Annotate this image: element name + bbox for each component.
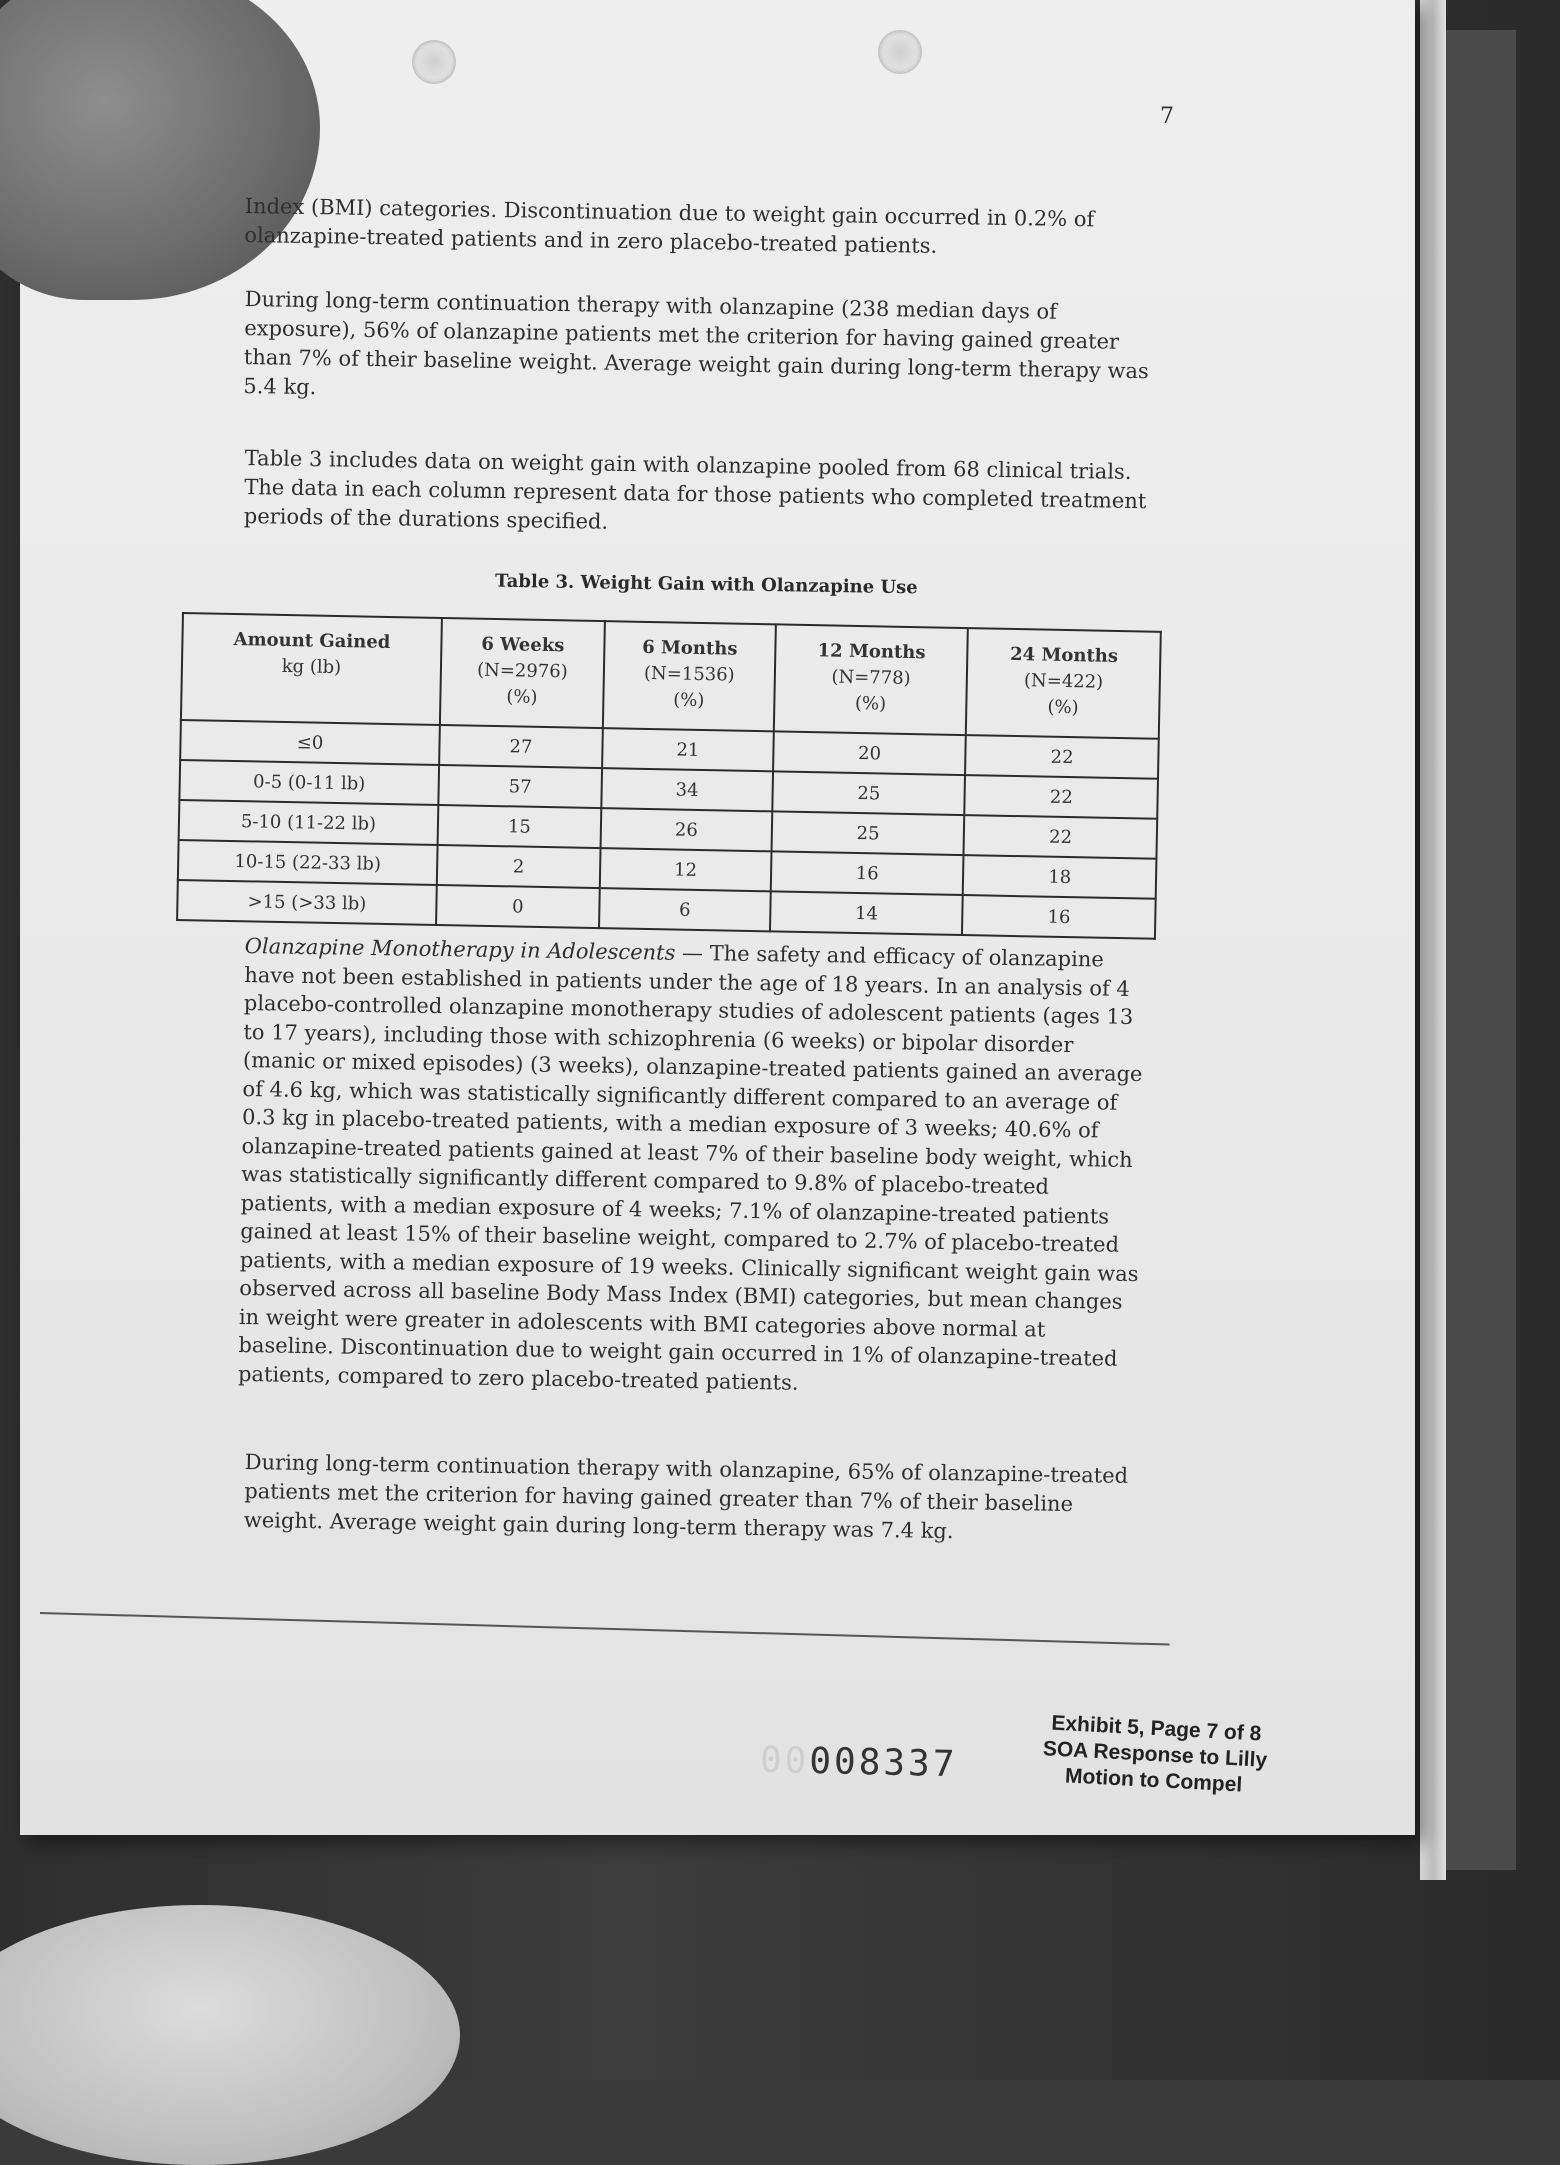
- section-heading-adolescents: Olanzapine Monotherapy in Adolescents: [244, 933, 676, 965]
- cell-amount: ≤0: [180, 720, 440, 765]
- cell-amount: >15 (>33 lb): [177, 880, 437, 925]
- cell-value: 25: [772, 771, 965, 815]
- header-amount-gained: Amount Gained kg (lb): [181, 613, 442, 725]
- cell-value: 6: [599, 888, 771, 931]
- cell-value: 15: [438, 805, 602, 848]
- cell-value: 27: [439, 725, 603, 768]
- cell-value: 2: [437, 845, 601, 888]
- cell-value: 18: [963, 855, 1156, 899]
- cell-value: 12: [600, 848, 772, 891]
- header-6-weeks: 6 Weeks (N=2976) (%): [440, 618, 605, 728]
- paragraph-bmi-discontinuation: Index (BMI) categories. Discontinuation due to weight gain occurred in 0.2% of olanzapine-treated patients and in zero placebo-treated patients.: [244, 193, 1095, 258]
- cell-value: 20: [773, 731, 966, 775]
- header-12-months: 12 Months (N=778) (%): [774, 624, 969, 735]
- paragraph-adolescents: [238, 932, 1150, 1402]
- exhibit-label: [1018, 1709, 1292, 1801]
- cell-amount: 10-15 (22-33 lb): [178, 840, 438, 885]
- cell-value: 14: [770, 891, 963, 935]
- paragraph-adolescents-body: — The safety and efficacy of olanzapine have not been established in patients under the age of 18 years. In an analysis of 4 placebo-controlled olanzapine monotherapy studies of adolescent patients (ages 13 to 17 years), including those with schizophrenia (6 weeks) or bipolar disorder (manic or mixed episodes) (3 weeks), olanzapine-treated patients gained an average of 4.6 kg, which was statistically significantly different compared to an average of 0.3 kg in placebo-treated patients, with a median exposure of 3 weeks; 40.6% of olanzapine-treated patients gained at least 7% of their baseline body weight, which was statistically significantly different compared to 9.8% of placebo-treated patients, with a median exposure of 4 weeks; 7.1% of olanzapine-treated patients gained at least 15% of their baseline weight, compared to 2.7% of placebo-treated patients, with a median exposure of 19 weeks. Clinically significant weight gain was observed across all baseline Body Mass Index (BMI) categories, but mean changes in weight were greater in adolescents with BMI categories above normal at baseline. Discontinuation due to weight gain occurred in 1% of olanzapine-treated patients, compared to zero placebo-treated patients.: [237, 940, 1143, 1395]
- table-header-row: [181, 613, 1161, 739]
- cell-value: 22: [965, 735, 1158, 779]
- cell-value: 16: [962, 895, 1155, 939]
- exhibit-line: Exhibit 5, Page 7 of 8: [1050, 1711, 1262, 1746]
- header-6-months: 6 Months (N=1536) (%): [603, 621, 776, 731]
- cell-amount: 5-10 (11-22 lb): [179, 800, 439, 845]
- cell-value: 34: [601, 768, 773, 811]
- underlying-stack: [1446, 30, 1516, 1870]
- page-stack-edge: [1420, 0, 1446, 1880]
- cell-value: 0: [436, 885, 600, 928]
- cell-value: 22: [965, 775, 1158, 819]
- cell-value: 22: [964, 815, 1157, 859]
- page-number: 7: [1160, 104, 1174, 129]
- paragraph-table-intro: Table 3 includes data on weight gain with olanzapine pooled from 68 clinical trials. The data in each column represent data for those patients who completed treatment periods of the durations specified.: [243, 445, 1147, 534]
- punch-hole-icon: [878, 30, 922, 74]
- cell-amount: 0-5 (0-11 lb): [179, 760, 439, 805]
- cell-value: 26: [600, 808, 772, 851]
- punch-hole-icon: [412, 40, 456, 84]
- table-caption: Table 3. Weight Gain with Olanzapine Use: [494, 570, 918, 599]
- cell-value: 21: [602, 728, 774, 771]
- paragraph-adolescent-long-term: During long-term continuation therapy with olanzapine, 65% of olanzapine-treated patients met the criterion for having gained greater than 7% of their baseline weight. Average weight gain during long-term therapy was 7.4 kg.: [243, 1449, 1129, 1544]
- cell-value: 16: [771, 851, 964, 895]
- exhibit-line: SOA Response to Lilly: [1042, 1737, 1268, 1772]
- exhibit-line: Motion to Compel: [1064, 1764, 1243, 1797]
- paragraph-long-term-therapy: During long-term continuation therapy with olanzapine (238 median days of exposure), 56% of olanzapine patients met the criterion for having gained greater than 7% of their baseline weight. Average weight gain during long-term therapy was 5.4 kg.: [243, 286, 1149, 400]
- bates-stamp: 00008337: [759, 1739, 958, 1786]
- weight-gain-table: [176, 612, 1162, 940]
- header-24-months: 24 Months (N=422) (%): [966, 628, 1161, 739]
- cell-value: 25: [771, 811, 964, 855]
- cell-value: 57: [438, 765, 602, 808]
